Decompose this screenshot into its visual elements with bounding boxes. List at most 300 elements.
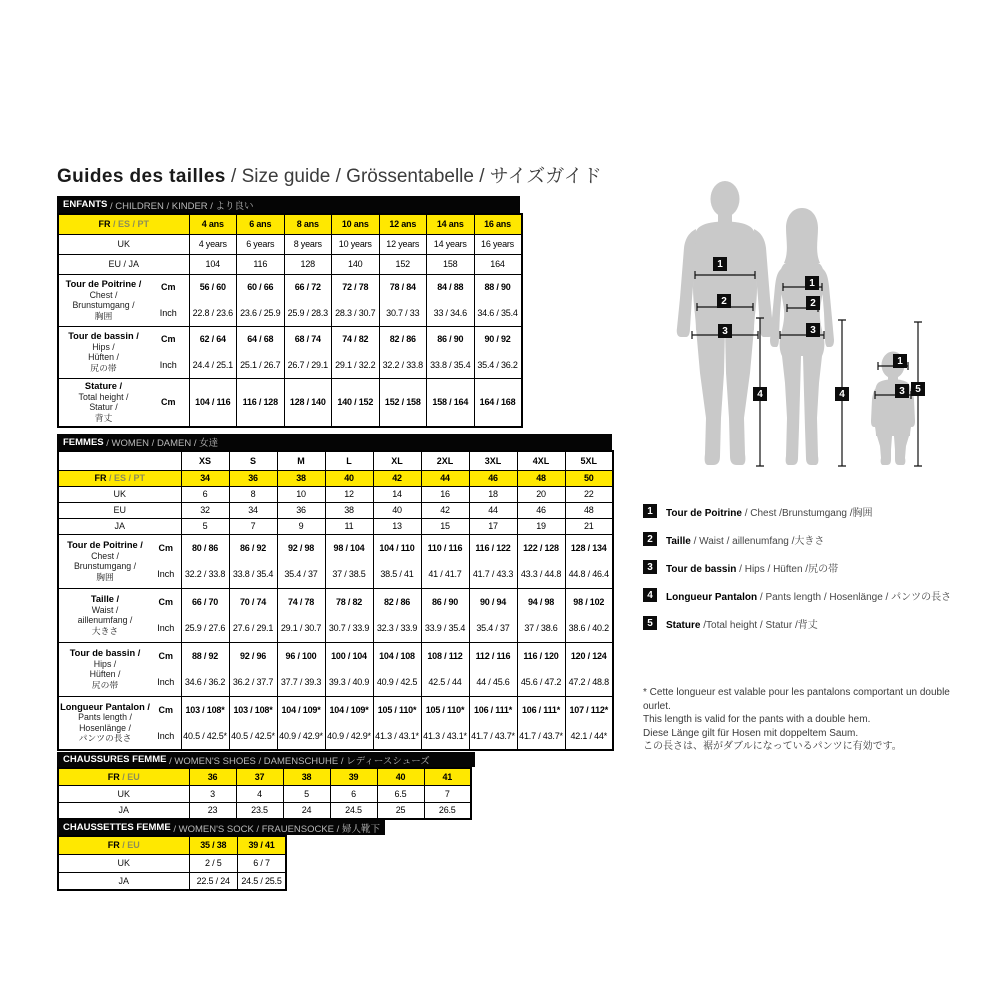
size-cell: 19 [517,518,565,534]
row-label [58,254,189,274]
row-label-main: UK [117,239,131,249]
measure-cell: 104 / 110 [373,534,421,561]
size-cell: 42 [373,470,421,486]
size-cell: 10 [277,486,325,502]
size-cell: 38 [283,768,330,785]
measure-cell: 78 / 84 [379,274,427,300]
size-column-header: XS [181,451,229,470]
size-cell: 23 [189,802,236,819]
measure-cell: 72 / 78 [332,274,380,300]
woman-pants-marker: 4 [835,387,849,401]
row-label [58,872,189,890]
row-label [58,836,189,854]
women-socks-table [57,820,385,891]
man-chest-marker: 1 [713,257,727,271]
measure-cell: 41.3 / 43.1* [373,723,421,750]
size-cell: 34 [229,502,277,518]
row-label [58,785,189,802]
measure-cell: 23.6 / 25.9 [237,300,285,326]
row-label-main: UK [117,858,130,868]
size-cell: 5 [181,518,229,534]
size-cell: 36 [229,470,277,486]
size-cell: 6 [330,785,377,802]
measure-cell: 45.6 / 47.2 [517,669,565,696]
measure-cell: 86 / 90 [427,326,475,352]
row-label-rest: / EU [119,840,140,851]
row-label [58,768,189,785]
measure-cell: 41.3 / 43.1* [421,723,469,750]
measure-cell: 94 / 98 [517,588,565,615]
legend-label-fr: Longueur Pantalon [666,591,758,603]
size-cell: 9 [277,518,325,534]
measure-cell: 60 / 66 [237,274,285,300]
row-label-main: JA [114,521,125,531]
size-cell: 32 [181,502,229,518]
measure-cell: 44 / 45.6 [469,669,517,696]
measure-label-line: Hips / [93,658,117,669]
footnote-line-en: This length is valid for the pants with a double hem. [643,714,871,725]
chaussettes-femme-header-bar [57,820,385,835]
measure-cell: 104 / 109* [325,696,373,723]
chaussures-femme-header-bar [57,752,475,767]
measure-cell: 86 / 92 [229,534,277,561]
measure-label [58,534,151,588]
unit-label: Cm [148,326,189,352]
chaussettes-femme-header-subtitle: / WOMEN'S SOCK / FRAUENSOCKE / 婦人靴下 [170,823,380,835]
measure-cell: 105 / 110* [373,696,421,723]
measurement-diagram [650,178,980,480]
measure-cell: 90 / 94 [469,588,517,615]
measure-cell: 40.5 / 42.5* [181,723,229,750]
size-cell: 2 / 5 [189,854,238,872]
measure-label [58,588,151,642]
measure-cell: 40.9 / 42.9* [277,723,325,750]
footnote-line-fr: * Cette longueur est valable pour les pantalons comportant un double ourlet. [643,687,950,712]
measure-label-fr: Longueur Pantalon / [60,701,150,712]
size-cell: 46 [517,502,565,518]
measure-cell: 116 / 120 [517,642,565,669]
row-label [58,502,181,518]
measure-label-line: Pants length / [78,712,132,723]
size-column-header: 4XL [517,451,565,470]
measure-cell: 82 / 86 [373,588,421,615]
measure-label-fr: Tour de Poitrine / [65,279,142,289]
measure-cell: 107 / 112* [565,696,613,723]
row-label [58,802,189,819]
size-cell: 36 [277,502,325,518]
enfants-row-eu-ja [58,254,522,274]
unit-label: Inch [159,307,177,318]
measure-cell: 128 / 140 [284,378,332,427]
child-stature-marker: 5 [911,382,925,396]
size-cell: 24.5 [330,802,377,819]
measure-cell: 40.9 / 42.9* [325,723,373,750]
unit-label: Cm [151,588,181,615]
measure-cell: 103 / 108* [229,696,277,723]
unit-label: Inch [159,359,177,370]
measure-cell: 36.2 / 37.7 [229,669,277,696]
measure-cell: 44.8 / 46.4 [565,561,613,588]
enfants-row-uk [58,234,522,254]
chaussettes-femme-grid [57,835,287,891]
enfants-header-bar [57,196,520,213]
measure-cell: 66 / 70 [181,588,229,615]
measure-label-line: Brunstumgang / [72,300,135,310]
measure-cell: 35.4 / 37 [469,615,517,642]
measure-label-line: 胸囲 [94,310,113,321]
legend-item-stature [643,616,993,630]
size-cell: 128 [284,254,332,274]
measure-cell: 42.1 / 44* [565,723,613,750]
measure-cell: 41 / 41.7 [421,561,469,588]
unit-label: Cm [151,534,181,561]
measure-label-line: 大きさ [91,625,119,636]
size-cell: 6 / 7 [238,854,287,872]
child-chest-marker: 1 [893,354,907,368]
legend-number-badge: 2 [643,532,657,546]
measure-cell: 98 / 102 [565,588,613,615]
size-cell: 24.5 / 25.5 [238,872,287,890]
size-cell: 140 [332,254,380,274]
footnote-line-ja: この長さは、裾がダブルになっているパンツに有効です。 [643,741,902,752]
chaussures-femme-row-uk [58,785,471,802]
measure-cell: 88 / 92 [181,642,229,669]
measure-cell: 84 / 88 [427,274,475,300]
row-label-main: JA [118,875,129,886]
woman-hips-marker: 3 [806,323,820,337]
measure-label [58,378,148,427]
size-column-header: L [325,451,373,470]
row-label-main: FR [107,771,120,782]
size-cell: 8 [229,486,277,502]
measure-row [58,326,522,352]
size-cell: 14 years [427,234,475,254]
femmes-row-uk [58,486,613,502]
measure-label-line: Total height / [78,391,129,402]
chaussettes-femme-header-title: CHAUSSETTES FEMME [63,822,171,833]
measure-cell: 108 / 112 [421,642,469,669]
unit-label: Inch [157,569,175,580]
measure-cell: 100 / 104 [325,642,373,669]
measure-cell: 32.3 / 33.9 [373,615,421,642]
measure-cell: 104 / 109* [277,696,325,723]
page-title [57,161,602,188]
women-shoes-table [57,752,475,820]
measure-cell: 30.7 / 33.9 [325,615,373,642]
size-cell: 116 [237,254,285,274]
measure-cell: 25.9 / 27.6 [181,615,229,642]
size-cell: 6 years [237,234,285,254]
legend-number-badge: 3 [643,560,657,574]
measure-cell: 92 / 98 [277,534,325,561]
measure-cell: 34.6 / 36.2 [181,669,229,696]
size-cell: 40 [373,502,421,518]
row-label [58,470,181,486]
size-cell: 36 [189,768,236,785]
measure-cell: 78 / 82 [325,588,373,615]
measure-cell: 110 / 116 [421,534,469,561]
chaussures-femme-grid [57,767,472,820]
size-cell: 7 [424,785,471,802]
measure-cell: 38.5 / 41 [373,561,421,588]
measure-cell: 158 / 164 [427,378,475,427]
row-label-main: EU [113,505,126,515]
size-cell: 16 ans [474,214,522,234]
man-hips-marker: 3 [718,324,732,338]
measure-cell: 112 / 116 [469,642,517,669]
femmes-row-ja [58,518,613,534]
legend-label-translations: / Pants length / Hosenlänge / パンツの長さ [757,591,952,603]
size-column-header: 5XL [565,451,613,470]
footnote-line-de: Diese Länge gilt für Hosen mit doppeltem Saum. [643,727,859,739]
size-cell: 4 years [189,234,237,254]
measure-cell: 120 / 124 [565,642,613,669]
measure-cell: 35.4 / 37 [277,561,325,588]
page-title-translations: / Size guide / Grössentabelle / サイズガイド [225,166,602,187]
size-cell: 26.5 [424,802,471,819]
enfants-header-title: ENFANTS [63,199,108,210]
measure-cell: 32.2 / 33.8 [379,352,427,378]
measure-cell: 116 / 128 [237,378,285,427]
size-cell: 34 [181,470,229,486]
measure-label [58,696,151,750]
measure-cell: 25.1 / 26.7 [237,352,285,378]
size-cell: 38 [325,502,373,518]
measurement-legend [643,504,993,644]
measure-cell: 92 / 96 [229,642,277,669]
measure-cell: 128 / 134 [565,534,613,561]
measure-cell: 122 / 128 [517,534,565,561]
size-cell: 40 [377,768,424,785]
chaussettes-femme-row-ja [58,872,286,890]
measure-label-line: Hips / [92,341,115,352]
size-cell: 17 [469,518,517,534]
chaussures-femme-header-title: CHAUSSURES FEMME [63,754,167,765]
measure-cell: 29.1 / 32.2 [332,352,380,378]
legend-label-translations: / Waist / aillenumfang /大きさ [690,535,825,547]
row-label-main: FR [107,840,120,851]
row-label [58,234,189,254]
measure-cell: 66 / 72 [284,274,332,300]
size-cell: 48 [517,470,565,486]
measure-label-fr: Tour de Poitrine / [67,540,143,550]
legend-label-translations: /Total height / Statur /背丈 [700,619,818,631]
chaussures-femme-row-fr-eu [58,768,471,785]
size-cell: 24 [283,802,330,819]
woman-chest-marker: 1 [805,276,819,290]
row-label [58,854,189,872]
size-cell: 164 [474,254,522,274]
measure-row [58,696,613,723]
measure-cell: 47.2 / 48.8 [565,669,613,696]
unit-label: Cm [148,274,189,300]
measure-label-line: Hüften / [89,669,121,679]
measure-cell: 26.7 / 29.1 [284,352,332,378]
size-cell: 21 [565,518,613,534]
femmes-grid [57,450,614,751]
size-cell: 15 [421,518,469,534]
unit-label: Inch [157,731,175,741]
size-cell: 8 ans [284,214,332,234]
measure-cell: 104 / 108 [373,642,421,669]
size-cell: 50 [565,470,613,486]
size-header-empty-cell [58,451,181,470]
legend-label-translations: / Chest /Brunstumgang /胸囲 [741,507,873,519]
measure-cell: 164 / 168 [474,378,522,427]
measure-cell: 40.5 / 42.5* [229,723,277,750]
measure-label-line: aillenumfang / [77,615,133,625]
measure-cell: 98 / 104 [325,534,373,561]
size-cell: 25 [377,802,424,819]
measure-cell: 74 / 78 [277,588,325,615]
legend-number-badge: 1 [643,504,657,518]
measure-cell: 88 / 90 [474,274,522,300]
measure-cell: 30.7 / 33 [379,300,427,326]
measure-cell: 96 / 100 [277,642,325,669]
legend-item-chest [643,504,993,518]
measure-label-fr: Stature / [84,381,123,392]
row-label [58,214,189,234]
measure-cell: 82 / 86 [379,326,427,352]
size-cell: 7 [229,518,277,534]
size-header-row [58,451,613,470]
unit-label: Cm [151,696,181,723]
chaussures-femme-row-ja [58,802,471,819]
measure-cell: 90 / 92 [474,326,522,352]
measure-cell: 74 / 82 [332,326,380,352]
measure-cell: 28.3 / 30.7 [332,300,380,326]
size-cell: 10 years [332,234,380,254]
size-cell: 35 / 38 [189,836,238,854]
unit-label: Cm [151,642,181,669]
measure-cell: 40.9 / 42.5 [373,669,421,696]
measure-cell: 56 / 60 [189,274,237,300]
size-cell: 44 [469,502,517,518]
measure-cell: 64 / 68 [237,326,285,352]
measure-label-line: パンツの長さ [78,733,132,744]
size-cell: 104 [189,254,237,274]
size-cell: 39 / 41 [238,836,287,854]
chaussettes-femme-row-uk [58,854,286,872]
measure-label-line: Hüften / [88,352,119,362]
measure-cell: 29.1 / 30.7 [277,615,325,642]
size-cell: 4 ans [189,214,237,234]
unit-label: Inch [157,623,175,634]
child-hips-marker: 3 [895,384,909,398]
size-cell: 14 ans [427,214,475,234]
size-column-header: 3XL [469,451,517,470]
measure-cell: 38.6 / 40.2 [565,615,613,642]
size-cell: 18 [469,486,517,502]
measure-cell: 80 / 86 [181,534,229,561]
measure-cell: 106 / 111* [517,696,565,723]
measure-label-line: Chest / [89,289,118,300]
legend-number-badge: 4 [643,588,657,602]
measure-cell: 24.4 / 25.1 [189,352,237,378]
measure-cell: 33 / 34.6 [427,300,475,326]
row-label-rest: / ES / PT [110,219,150,230]
legend-label-fr: Stature [666,619,701,631]
legend-label-fr: Tour de Poitrine [666,507,742,519]
size-cell: 12 [325,486,373,502]
femmes-header-bar [57,434,612,450]
measure-label-fr: Tour de bassin / [68,331,139,341]
measure-cell: 22.8 / 23.6 [189,300,237,326]
measure-label-line: Brunstumgang / [73,561,137,571]
size-cell: 39 [330,768,377,785]
size-cell: 13 [373,518,421,534]
measure-label-line: Statur / [89,402,118,413]
measure-cell: 104 / 116 [189,378,237,427]
measure-cell: 62 / 64 [189,326,237,352]
woman-waist-marker: 2 [806,296,820,310]
size-cell: 37 [236,768,283,785]
measure-cell: 86 / 90 [421,588,469,615]
legend-number-badge: 5 [643,616,657,630]
size-cell: 22 [565,486,613,502]
man-silhouette [677,181,774,465]
measure-cell: 33.8 / 35.4 [427,352,475,378]
measure-cell: 32.2 / 33.8 [181,561,229,588]
women-size-table [57,434,614,751]
row-label-rest: / EU [119,771,140,782]
measure-cell: 152 / 158 [379,378,427,427]
unit-label: Inch [157,677,175,688]
size-column-header: XL [373,451,421,470]
measure-cell: 39.3 / 40.9 [325,669,373,696]
row-label-rest: / ES / PT [106,473,145,483]
size-column-header: S [229,451,277,470]
size-cell: 8 years [284,234,332,254]
measure-cell: 41.7 / 43.3 [469,561,517,588]
measure-row [58,378,522,427]
size-cell: 20 [517,486,565,502]
measure-label-line: Waist / [91,604,119,615]
measure-cell: 68 / 74 [284,326,332,352]
chaussures-femme-header-subtitle: / WOMEN'S SHOES / DAMENSCHUHE / レディースシューズ [166,755,430,767]
legend-label-translations: / Hips / Hüften /尻の帯 [736,563,839,575]
size-cell: 22.5 / 24 [189,872,238,890]
size-cell: 6 [181,486,229,502]
size-cell: 16 [421,486,469,502]
size-cell: 14 [373,486,421,502]
measure-cell: 116 / 122 [469,534,517,561]
legend-item-hips [643,560,993,574]
measure-cell: 25.9 / 28.3 [284,300,332,326]
measure-label-fr: Taille / [90,594,120,604]
man-pants-marker: 4 [753,387,767,401]
row-label [58,518,181,534]
size-cell: 42 [421,502,469,518]
measure-label-line: 尻の帯 [90,362,117,373]
size-cell: 44 [421,470,469,486]
measure-cell: 33.9 / 35.4 [421,615,469,642]
femmes-header-subtitle: / WOMEN / DAMEN / 女達 [103,438,219,449]
size-cell: 10 ans [332,214,380,234]
size-cell: 6 ans [237,214,285,234]
measure-row [58,588,613,615]
enfants-header-subtitle: / CHILDREN / KINDER / より良い [107,200,254,212]
measure-cell: 35.4 / 36.2 [474,352,522,378]
measure-cell: 70 / 74 [229,588,277,615]
measure-cell: 105 / 110* [421,696,469,723]
measure-cell: 37 / 38.6 [517,615,565,642]
size-cell: 38 [277,470,325,486]
measure-label-line: 背丈 [94,412,113,423]
measure-cell: 37.7 / 39.3 [277,669,325,696]
size-cell: 4 [236,785,283,802]
size-cell: 41 [424,768,471,785]
